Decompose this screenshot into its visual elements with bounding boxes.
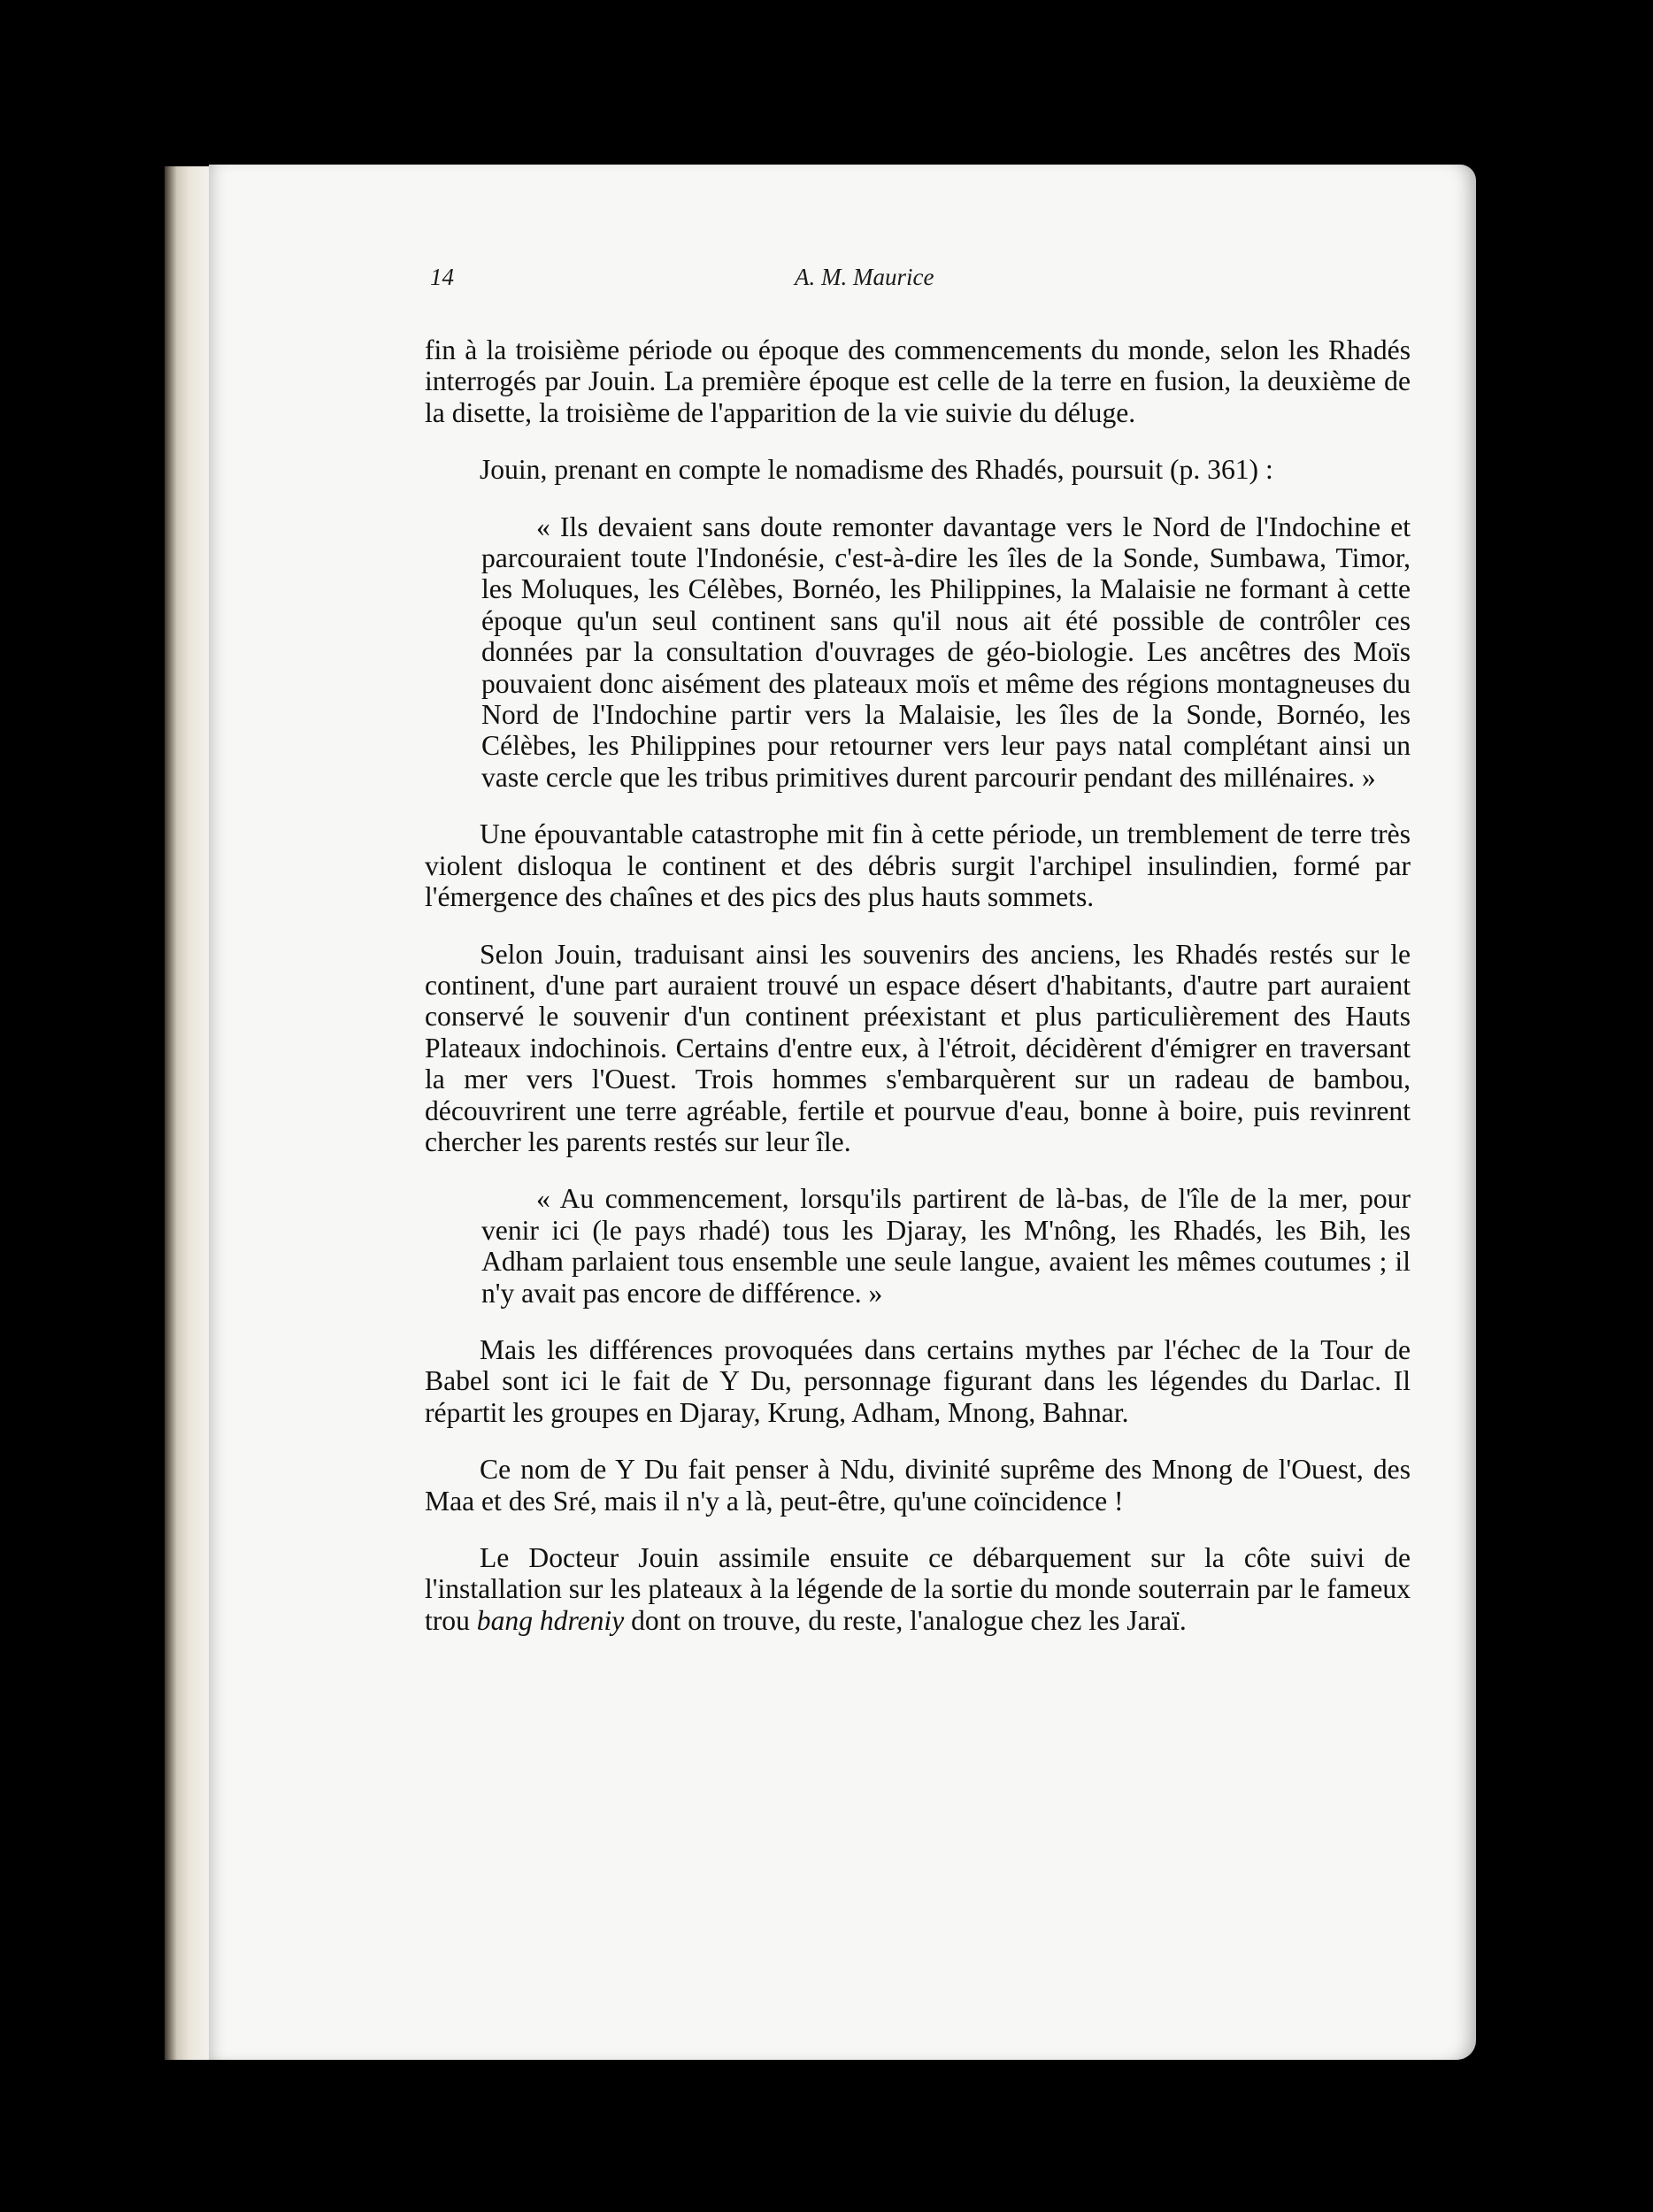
- paragraph: fin à la troisième période ou époque des commencements du monde, selon les Rhadés interrogés par Jouin. La première époque est celle de la terre en fusion, la deuxième de la disette, la troisième de l'apparition de la vie suivie du déluge.: [425, 334, 1411, 428]
- paragraph: Mais les différences provoquées dans certains mythes par l'échec de la Tour de Babel sont ici le fait de Y Du, personnage figurant dans les légendes du Darlac. Il répartit les groupes en Djaray, Krung, Adham, Mnong, Bahnar.: [425, 1333, 1411, 1428]
- paragraph: Selon Jouin, traduisant ainsi les souvenirs des anciens, les Rhadés restés sur le continent, d'une part auraient trouvé un espace désert d'habitants, d'autre part auraient conservé le souvenir d'un continent préexistant et plus particulièrement des Hauts Plateaux indochinois. Certains d'entre eux, à l'étroit, décidèrent d'émigrer en traversant la mer vers l'Ouest. Trois hommes s'embarquèrent sur un radeau de bambou, découvrirent une terre agréable, fertile et pourvue d'eau, bonne à boire, puis revinrent chercher les parents restés sur leur île.: [425, 938, 1411, 1157]
- page-header: [430, 264, 1421, 299]
- paragraph-text: dont on trouve, du reste, l'analogue chez les Jaraï.: [624, 1604, 1187, 1636]
- paragraph: Ce nom de Y Du fait penser à Ndu, divinité suprême des Mnong de l'Ouest, des Maa et des Sré, mais il n'y a là, peut-être, qu'une coïncidence !: [425, 1454, 1411, 1517]
- paragraph: Une épouvantable catastrophe mit fin à cette période, un tremblement de terre très violent disloqua le continent et des débris surgit l'archipel insulindien, formé par l'émergence des chaînes et des pics des plus hauts sommets.: [425, 818, 1411, 913]
- italic-term: bang hdreniy: [476, 1604, 625, 1636]
- body-text: [425, 334, 1411, 1662]
- running-head: A. M. Maurice: [795, 264, 934, 290]
- paragraph: Jouin, prenant en compte le nomadisme des Rhadés, poursuit (p. 361) :: [480, 454, 1273, 486]
- paragraph: [425, 1542, 1411, 1636]
- block-quote: « Ils devaient sans doute remonter davantage vers le Nord de l'Indochine et parcouraient toute l'Indonésie, c'est-à-dire les îles de la Sonde, Sumbawa, Timor, les Moluques, les Célèbes, Bornéo, les Philippines, la Malaisie ne formant à cette époque qu'un seul continent sans qu'il nous ait été possible de contrôler ces données par la consultation d'ouvrages de géo-biologie. Les ancêtres des Moïs pouvaient donc aisément des plateaux moïs et même des régions montagneuses du Nord de l'Indochine partir vers la Malaisie, les îles de la Sonde, Bornéo, les Célèbes, les Philippines pour retourner vers leur pays natal complétant ainsi un vaste cercle que les tribus primitives durent parcourir pendant des millénaires. »: [481, 511, 1411, 793]
- block-quote: « Au commencement, lorsqu'ils partirent de là-bas, de l'île de la mer, pour venir ici (le pays rhadé) tous les Djaray, les M'nông, les Rhadés, les Bih, les Adham parlaient tous ensemble une seule langue, avaient les mêmes coutumes ; il n'y avait pas encore de différence. »: [481, 1183, 1411, 1309]
- paragraph-text: Le Docteur Jouin assimile ensuite ce débarquement sur la côte suivi de l'installation sur les plateaux à la légende de la sortie du monde souterrain par le fameux trou: [425, 1542, 1411, 1636]
- page-number: 14: [430, 264, 454, 290]
